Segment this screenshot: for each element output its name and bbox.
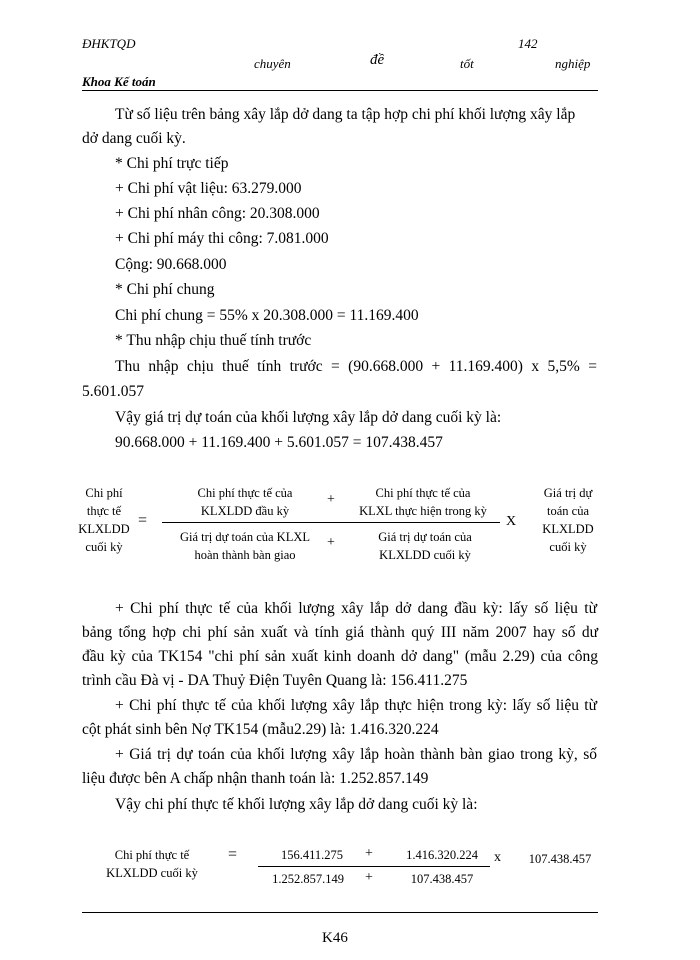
formula1-num-a [165, 484, 325, 520]
total-intro: Vậy giá trị dự toán của khối lượng xây lắp dở dang cuối kỳ là: [115, 409, 502, 426]
formula1-lhs-line: cuối kỳ [85, 540, 123, 554]
formula2-fraction-bar [258, 866, 490, 867]
tax-calc-line2: 5.601.057 [82, 383, 144, 400]
formula1-lhs-line: thực tế [86, 504, 122, 518]
material-cost: + Chi phí vật liệu: 63.279.000 [115, 180, 302, 197]
machine-cost: + Chi phí máy thi công: 7.081.000 [115, 230, 329, 247]
footer-page-label: K46 [322, 930, 348, 946]
header-word-de: đề [370, 52, 385, 68]
para2-line1: + Chi phí thực tế của khối lượng xây lắp dở dang đầu kỳ: lấy số liệu từ [115, 600, 597, 617]
formula1-lhs-line: KLXLDD [78, 522, 130, 536]
formula1-rhs-line: Giá trị dự [543, 486, 593, 500]
formula2-rhs: 107.438.457 [528, 852, 592, 866]
formula1-num-plus: + [327, 492, 335, 507]
formula1-den-a-line: hoàn thành bàn giao [194, 548, 296, 562]
formula2-times: x [494, 850, 501, 865]
para2-line3: đầu kỳ của TK154 "chi phí sản xuất kinh doanh dở dang" (mẫu 2.29) của công [82, 648, 598, 665]
overhead-calc: Chi phí chung = 55% x 20.308.000 = 11.169.400 [115, 307, 419, 324]
header-word-tot: tốt [460, 56, 474, 71]
formula1-num-b-line: Chi phí thực tế của [375, 486, 471, 500]
header-word-chuyen: chuyên [254, 56, 291, 71]
formula2-num-plus: + [365, 846, 373, 861]
header-left-bottom: Khoa Kế toán [82, 74, 156, 89]
formula1-den-b-line: Giá trị dự toán của [378, 530, 472, 544]
formula2-equals: = [228, 846, 238, 863]
formula2-den-plus: + [365, 870, 373, 885]
formula1-num-b [343, 484, 503, 520]
formula1-den-plus: + [327, 535, 335, 550]
para3-line1: + Chi phí thực tế của khối lượng xây lắp thực hiện trong kỳ: lấy số liệu từ [115, 697, 597, 714]
formula1-lhs [64, 484, 144, 556]
formula1-rhs-line: KLXLDD [542, 522, 594, 536]
header-word-nghiep: nghiệp [555, 56, 591, 71]
formula2-den-a: 1.252.857.149 [272, 872, 344, 886]
direct-cost-heading: * Chi phí trực tiếp [115, 155, 229, 172]
formula1-num-a-line: Chi phí thực tế của [197, 486, 293, 500]
header-rule [82, 90, 598, 91]
formula2-den-b: 107.438.457 [410, 872, 474, 886]
formula1-den-a-line: Giá trị dự toán của KLXL [180, 530, 310, 544]
para2-line4: trình cầu Đà vị - DA Thuỷ Điện Tuyên Quang là: 156.411.275 [82, 672, 468, 689]
formula1-times: X [506, 514, 517, 529]
tax-calc-line1: Thu nhập chịu thuế tính trước = (90.668.000 + 11.169.400) x 5,5% = [115, 358, 597, 375]
formula2-lhs-line: KLXLDD cuối kỳ [106, 866, 198, 880]
formula1-den-b [350, 528, 500, 564]
para2-line2: bảng tổng hợp chi phí sản xuất và tính giá thành quý III năm 2007 hay số dư [82, 624, 598, 641]
formula1-rhs [530, 484, 606, 556]
footer-rule [82, 912, 598, 913]
formula2-num-b: 1.416.320.224 [406, 848, 478, 862]
tax-heading: * Thu nhập chịu thuế tính trước [115, 332, 312, 349]
para3-line2: cột phát sinh bên Nợ TK154 (mẫu2.29) là: 1.416.320.224 [82, 721, 439, 738]
formula1-num-a-line: KLXLDD đầu kỳ [200, 504, 290, 518]
formula1-rhs-line: toán của [547, 504, 589, 518]
total-calc: 90.668.000 + 11.169.400 + 5.601.057 = 107.438.457 [115, 434, 443, 451]
header-left-top: ĐHKTQD [82, 36, 136, 51]
para1-line2: dở dang cuối kỳ. [82, 130, 186, 147]
formula1-equals: = [138, 512, 148, 529]
direct-cost-total: Cộng: 90.668.000 [115, 256, 227, 273]
formula2-lhs-line: Chi phí thực tế [114, 848, 190, 862]
formula1-fraction-bar [162, 522, 500, 523]
formula1-rhs-line: cuối kỳ [549, 540, 587, 554]
header-page-number: 142 [518, 36, 538, 51]
formula1-num-b-line: KLXL thực hiện trong kỳ [359, 504, 487, 518]
para4-line1: + Giá trị dự toán của khối lượng xây lắp hoàn thành bàn giao trong kỳ, số [115, 746, 597, 763]
para1-line1: Từ số liệu trên bảng xây lắp dở dang ta tập hợp chi phí khối lượng xây lắp [115, 106, 576, 123]
formula1-lhs-line: Chi phí [85, 486, 123, 500]
formula1-den-a [160, 528, 330, 564]
formula1-den-b-line: KLXLDD cuối kỳ [379, 548, 471, 562]
overhead-heading: * Chi phí chung [115, 281, 215, 298]
formula2-num-a: 156.411.275 [280, 848, 344, 862]
final-intro: Vậy chi phí thực tế khối lượng xây lắp dở dang cuối kỳ là: [115, 796, 478, 813]
formula2-lhs [92, 846, 212, 882]
para4-line2: liệu được bên A chấp nhận thanh toán là: 1.252.857.149 [82, 770, 429, 787]
labor-cost: + Chi phí nhân công: 20.308.000 [115, 205, 320, 222]
